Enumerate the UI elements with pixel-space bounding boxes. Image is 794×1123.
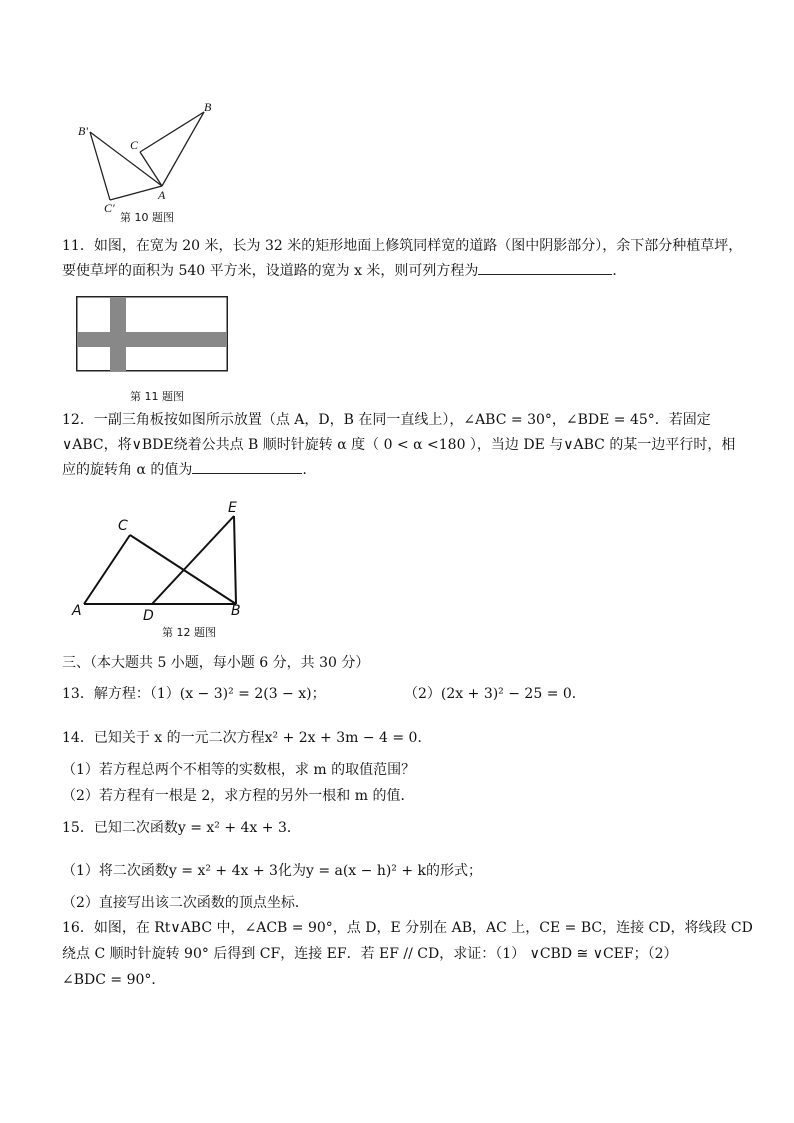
- q11-end: ．: [612, 263, 627, 279]
- q15-p1-text-c: 的形式；: [426, 863, 483, 879]
- q12-line3-text: 应的旋转角 α 的值为: [62, 462, 193, 478]
- q14-lead: 14．已知关于 x 的一元二次方程: [62, 730, 265, 746]
- segment-Bp-A: [90, 132, 162, 186]
- segment-Bp-Cp: [90, 132, 110, 200]
- q13-line: [62, 684, 326, 704]
- q14-part2: （2）若方程有一根是 2，求方程的另外一根和 m 的值．: [62, 788, 415, 804]
- segment-D-E: [152, 516, 234, 604]
- q13-part2: [404, 684, 586, 704]
- segment-B-C: [140, 112, 204, 152]
- q13-lead: 13．解方程：（1）: [62, 686, 180, 702]
- figure-10: [70, 96, 230, 226]
- segment-A-C: [84, 535, 130, 604]
- segment-C-A: [140, 152, 162, 186]
- q16-line3: ∠BDC = 90°．: [62, 972, 166, 988]
- q14-end: ．: [417, 730, 432, 746]
- fig10-label-A: A: [158, 188, 166, 202]
- q15-line: [62, 818, 301, 838]
- q11-answer-blank[interactable]: [478, 262, 612, 275]
- q12-end: .: [302, 462, 307, 478]
- fig11-caption: 第 11 题图: [130, 390, 184, 403]
- segment-Cp-A: [110, 186, 162, 200]
- q14-line: [62, 728, 431, 748]
- fig12-label-B: B: [231, 603, 241, 619]
- q14-eq: x² + 2x + 3m − 4 = 0: [264, 730, 418, 746]
- q15-p1-text-b: 化为: [277, 863, 306, 879]
- fig10-label-B: B: [204, 100, 212, 114]
- q15-lead: 15．已知二次函数: [62, 820, 178, 836]
- q13-eq1: (x − 3)² = 2(3 − x): [179, 686, 312, 702]
- q12-line2: ∨ABC，将∨BDE绕着公共点 B 顺时针旋转 α 度（ 0 < α <180 ），当边 DE 与∨ABC 的某一边平行时，相: [62, 437, 736, 453]
- figure-11: [76, 296, 229, 372]
- q11-line2-text: 要使草坪的面积为 540 平方米，设道路的宽为 x 米，则可列方程为: [62, 263, 479, 279]
- q15-end: ．: [286, 820, 301, 836]
- fig10-label-C: C: [130, 138, 139, 152]
- road-horizontal: [77, 332, 227, 347]
- q15-part1: [62, 861, 482, 881]
- q11-line2: [62, 261, 626, 281]
- q12-line3: [62, 460, 307, 480]
- segment-E-B: [234, 516, 236, 604]
- segment-A-B: [162, 112, 204, 186]
- q13-eq2: (2x + 3)² − 25 = 0: [440, 686, 572, 702]
- q11-line1: 11．如图，在宽为 20 米，长为 32 米的矩形地面上修筑同样宽的道路（图中阴影部分），余下部分种植草坪，: [62, 238, 743, 254]
- section3-title: 三、（本大题共 5 小题，每小题 6 分，共 30 分）: [62, 655, 370, 671]
- fig12-label-C: C: [118, 518, 128, 534]
- q15-p1-eq1: y = x² + 4x + 3: [168, 863, 278, 879]
- q15-p1-text-a: （1）将二次函数: [62, 863, 169, 879]
- fig10-caption: 第 10 题图: [120, 211, 174, 224]
- fig12-label-D: D: [143, 608, 154, 624]
- fig12-label-A: A: [72, 603, 82, 619]
- q12-line1: 12．一副三角板按如图所示放置（点 A，D，B 在同一直线上），∠ABC = 30°，∠BDE = 45°．若固定: [62, 412, 711, 428]
- fig10-label-B-prime: B': [78, 124, 88, 138]
- q15-part2: （2）直接写出该二次函数的顶点坐标．: [62, 895, 309, 911]
- q13-part2-lead: （2）: [404, 686, 441, 702]
- q12-answer-blank[interactable]: [192, 461, 302, 474]
- q13-sep: ；: [311, 686, 326, 702]
- q14-part1: （1）若方程总两个不相等的实数根，求 m 的取值范围？: [62, 762, 416, 778]
- fig12-label-E: E: [228, 500, 237, 516]
- q15-p1-eq2: y = a(x − h)² + k: [305, 863, 427, 879]
- q15-eq: y = x² + 4x + 3: [177, 820, 287, 836]
- fig12-caption: 第 12 题图: [162, 626, 216, 639]
- q13-end: ．: [571, 686, 586, 702]
- fig10-label-C-prime: C': [104, 201, 115, 215]
- q16-line2: 绕点 C 顺时针旋转 90° 后得到 CF，连接 EF．若 EF // CD，求证：（1） ∨CBD ≅ ∨CEF；（2）: [62, 946, 678, 962]
- q16-line1: 16．如图，在 Rt∨ABC 中，∠ACB = 90°，点 D，E 分别在 AB，AC 上，CE = BC，连接 CD，将线段 CD: [62, 920, 753, 936]
